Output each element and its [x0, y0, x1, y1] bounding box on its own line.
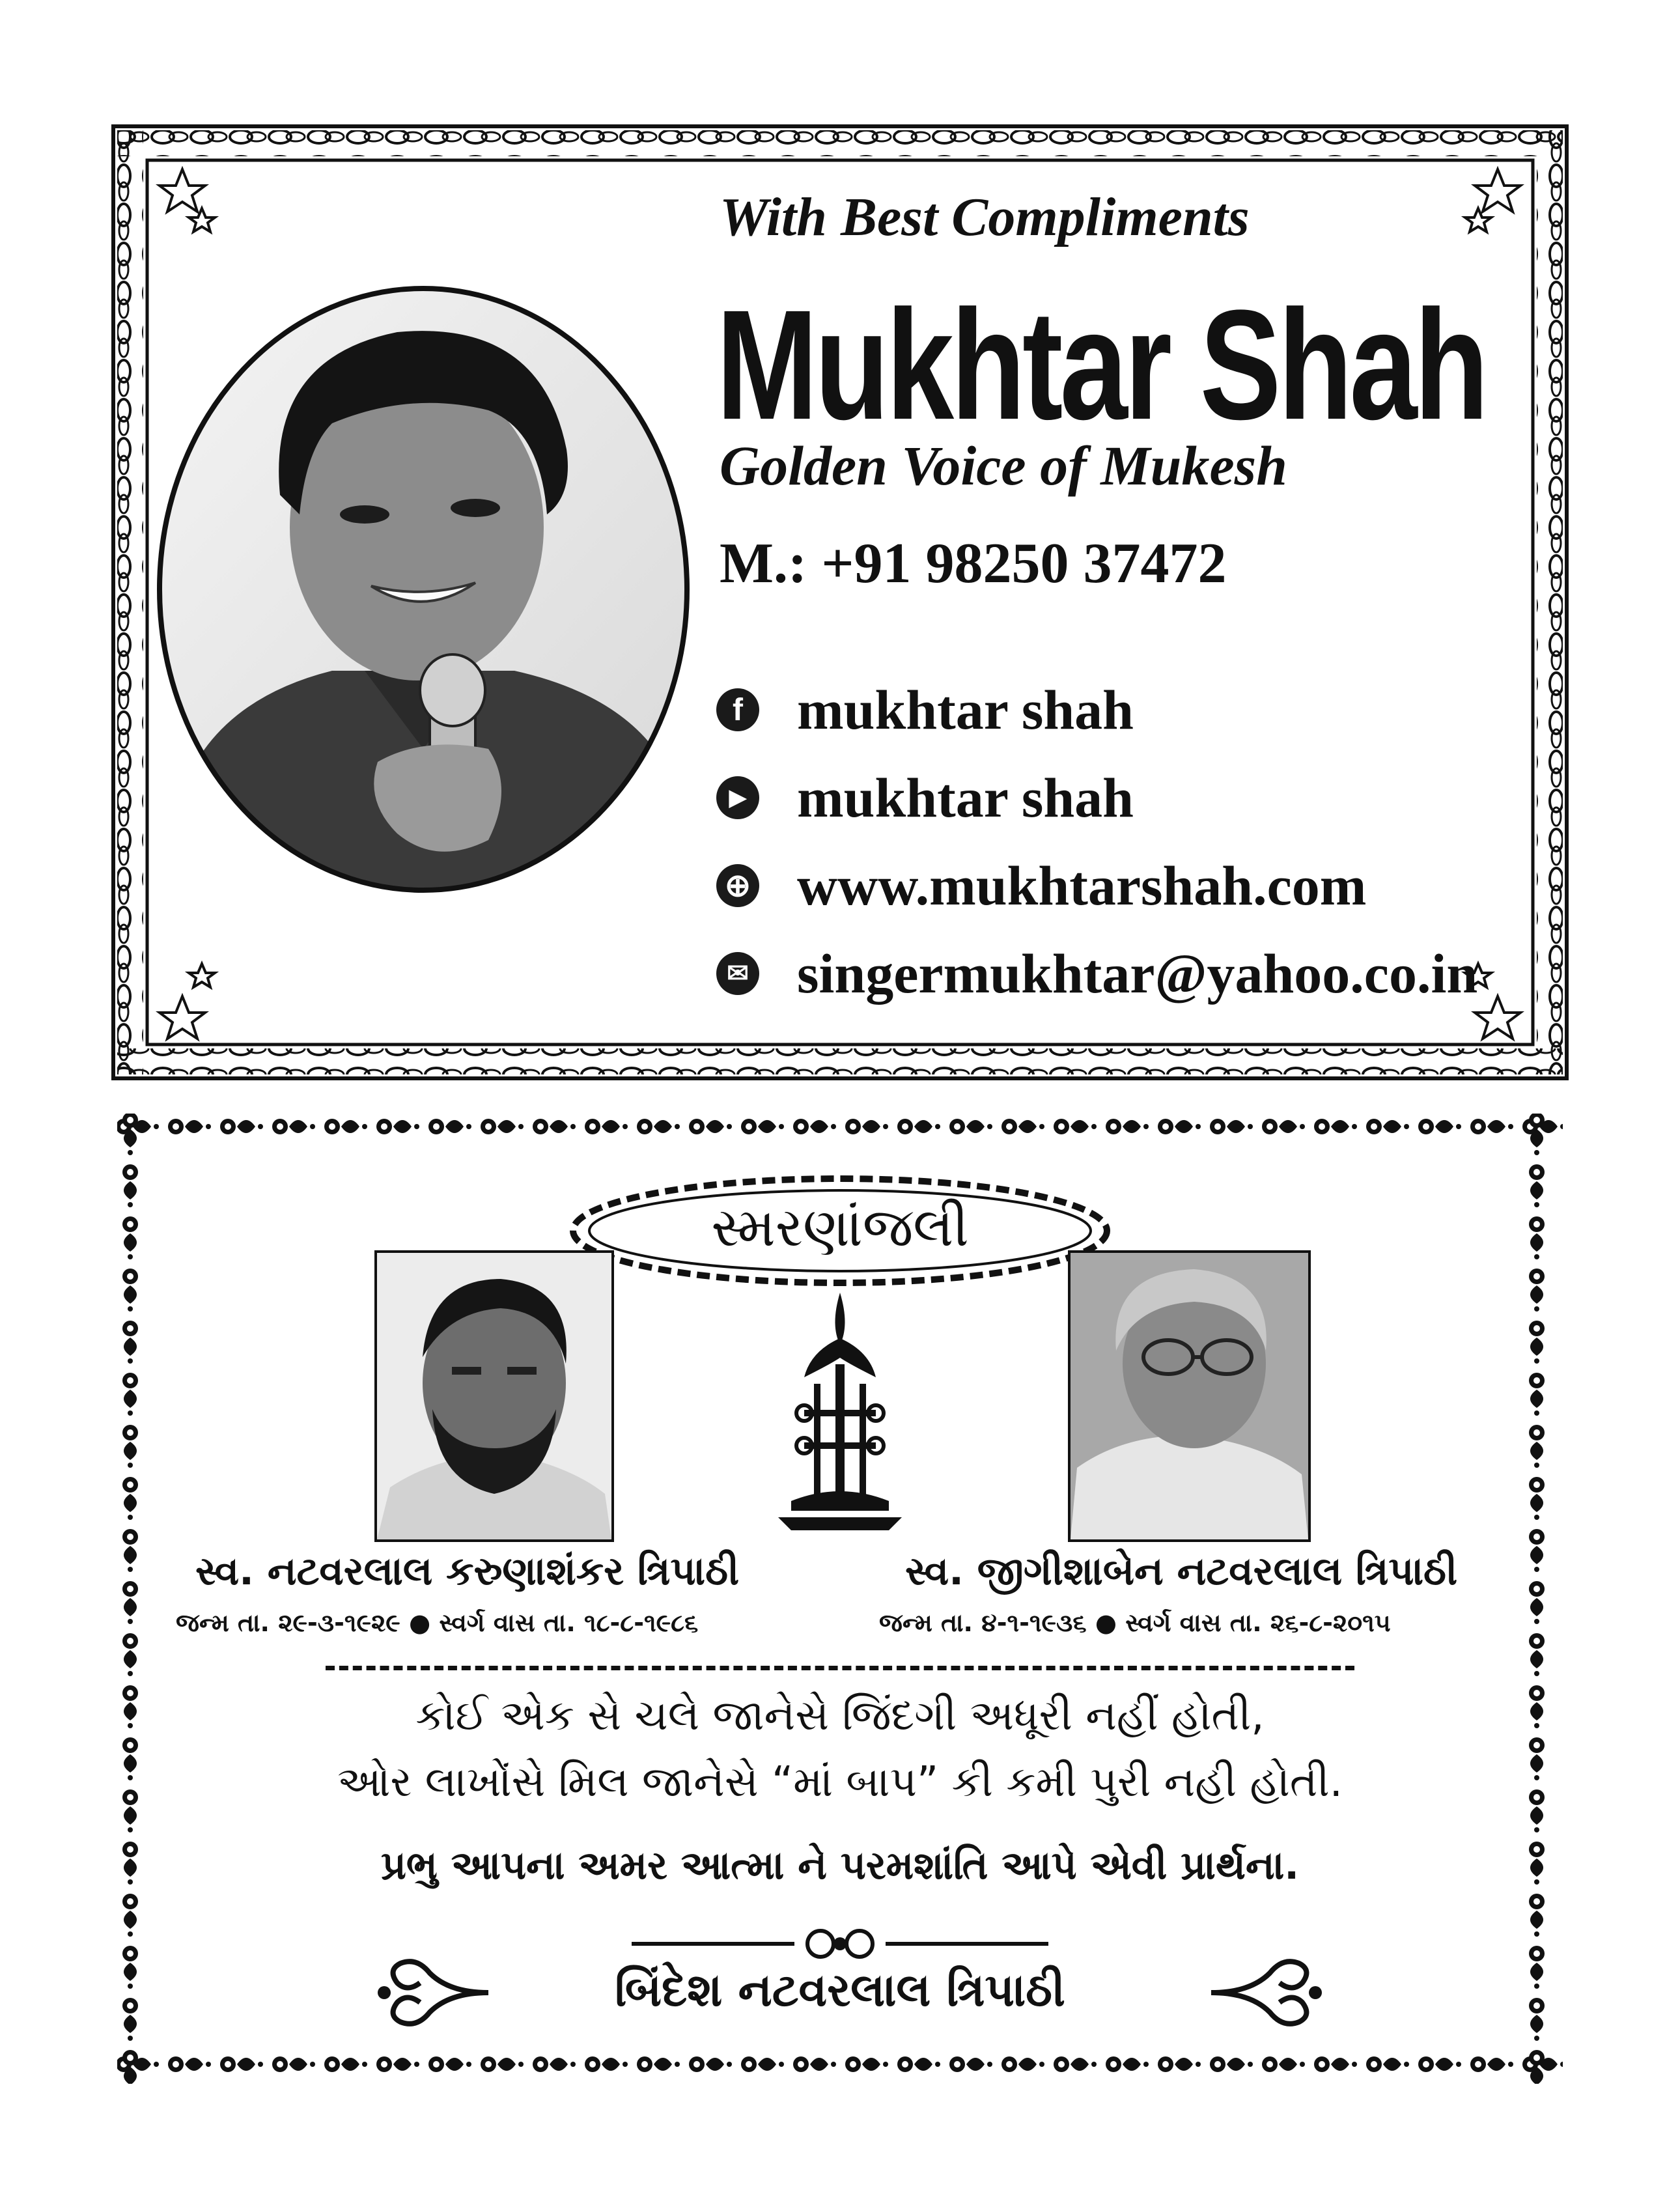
youtube-icon: ▶ — [716, 776, 759, 819]
lamp-ornament — [778, 1286, 902, 1534]
website-contact[interactable] — [716, 853, 1366, 918]
mother-dates: જન્મ તા. ૪-૧-૧૯૩૬ ● સ્વર્ગ વાસ તા. ૨૬-૮-૨૦૧૫ — [879, 1608, 1391, 1637]
signatory-name: બિંદેશ નટવરલાલ ત્રિપાઠી — [615, 1963, 1065, 2017]
father-dates: જન્મ તા. ૨૯-૩-૧૯૨૯ ● સ્વર્ગ વાસ તા. ૧૮-૮-૧૯૮૬ — [176, 1608, 699, 1637]
quote-line-1: કોઈ એક સે ચલે જાનેસે જિંદગી અધૂરી નહીં હોતી, — [415, 1692, 1265, 1740]
mail-icon: ✉ — [716, 952, 759, 995]
prayer-line: પ્રભુ આપના અમર આત્મા ને પરમશાંતિ આપે એવી પ્રાર્થના. — [380, 1843, 1300, 1888]
globe-icon: ⊕ — [716, 864, 759, 907]
youtube-contact[interactable] — [716, 765, 1134, 830]
father-name: સ્વ. નટવરલાલ કરુણાશંકર ત્રિપાઠી — [195, 1549, 740, 1594]
tagline: With Best Compliments — [720, 187, 1250, 247]
dashed-divider — [326, 1666, 1354, 1670]
email-link[interactable]: singermukhtar@yahoo.co.in — [797, 942, 1478, 1005]
facebook-handle[interactable]: mukhtar shah — [797, 679, 1134, 741]
singer-subtitle: Golden Voice of Mukesh — [720, 434, 1287, 497]
phone-number: M.: +91 98250 37472 — [720, 532, 1227, 595]
facebook-icon: f — [716, 688, 759, 731]
facebook-contact[interactable] — [716, 677, 1134, 742]
ornamental-divider — [625, 1921, 1055, 1967]
memorial-title: સ્મરણાંજલી — [711, 1197, 969, 1259]
youtube-handle[interactable]: mukhtar shah — [797, 766, 1134, 829]
singer-portrait — [150, 280, 697, 899]
email-contact[interactable] — [716, 941, 1477, 1006]
singer-name: Mukhtar Shah — [716, 277, 1486, 452]
quote-line-2: ઓર લાખોંસે મિલ જાનેસે “માં બાપ” કી કમી પુરી નહી હોતી. — [337, 1758, 1343, 1806]
mother-photo — [1068, 1250, 1311, 1542]
mother-name: સ્વ. જીગીશાબેન નટવરલાલ ત્રિપાઠી — [905, 1549, 1458, 1594]
father-photo — [374, 1250, 614, 1542]
website-link[interactable]: www.mukhtarshah.com — [797, 854, 1367, 917]
